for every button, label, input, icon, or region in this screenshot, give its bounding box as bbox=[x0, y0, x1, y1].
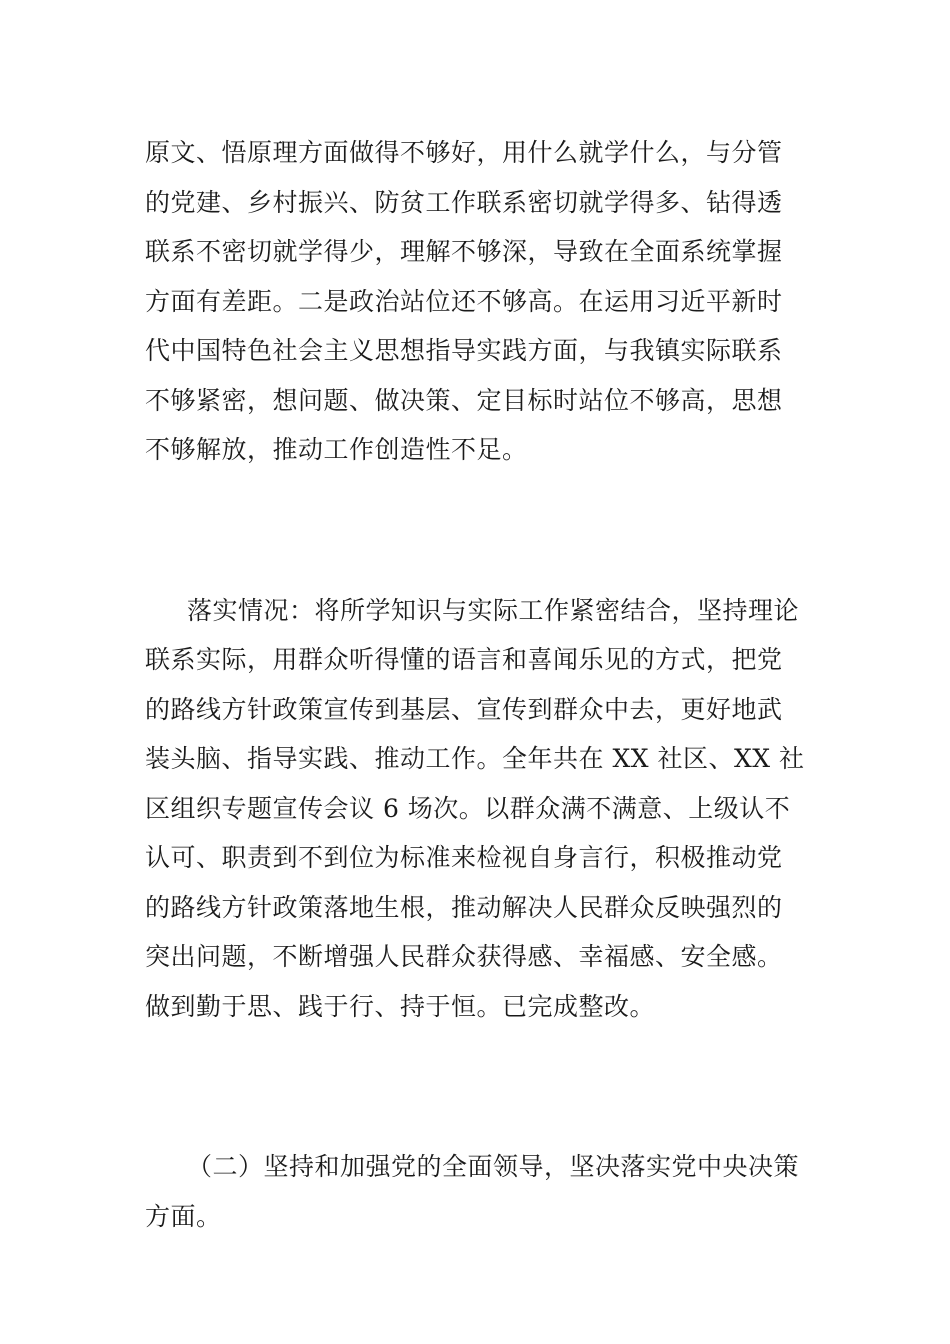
section-heading-party-leadership bbox=[145, 1142, 813, 1241]
paragraph-implementation bbox=[145, 586, 813, 1032]
paragraph-spacer bbox=[145, 1031, 813, 1142]
text-line: 区组织专题宣传会议 6 场次。以群众满不满意、上级认不 bbox=[145, 793, 791, 823]
text-line: 突出问题，不断增强人民群众获得感、幸福感、安全感。 bbox=[145, 942, 783, 971]
text-line: 原文、悟原理方面做得不够好，用什么就学什么，与分管 bbox=[145, 138, 783, 167]
text-line: 做到勤于思、践于行、持于恒。已完成整改。 bbox=[145, 991, 656, 1021]
text-line: 方面有差距。二是政治站位还不够高。在运用习近平新时 bbox=[145, 286, 783, 316]
text-line: 联系实际，用群众听得懂的语言和喜闻乐见的方式，把党 bbox=[145, 645, 783, 674]
text-line: 的路线方针政策宣传到基层、宣传到群众中去，更好地武 bbox=[145, 694, 783, 724]
text-line: 装头脑、指导实践、推动工作。全年共在 XX 社区、XX 社 bbox=[145, 744, 805, 773]
text-line: 方面。 bbox=[145, 1201, 222, 1231]
text-line: 代中国特色社会主义思想指导实践方面，与我镇实际联系 bbox=[145, 336, 783, 365]
paragraph-spacer bbox=[145, 475, 813, 586]
text-line: 不够解放，推动工作创造性不足。 bbox=[145, 435, 528, 464]
text-line: 认可、职责到不到位为标准来检视自身言行，积极推动党 bbox=[145, 843, 783, 872]
paragraph-study-shortcomings bbox=[145, 128, 813, 475]
document-body bbox=[145, 128, 813, 1241]
text-line: 的路线方针政策落地生根，推动解决人民群众反映强烈的 bbox=[145, 892, 783, 922]
text-line: 不够紧密，想问题、做决策、定目标时站位不够高，思想 bbox=[145, 385, 783, 415]
text-line: 的党建、乡村振兴、防贫工作联系密切就学得多、钻得透 bbox=[145, 187, 783, 217]
text-line: （二）坚持和加强党的全面领导，坚决落实党中央决策 bbox=[187, 1152, 800, 1181]
text-line: 联系不密切就学得少，理解不够深，导致在全面系统掌握 bbox=[145, 237, 783, 266]
text-line: 落实情况：将所学知识与实际工作紧密结合，坚持理论 bbox=[187, 595, 800, 625]
